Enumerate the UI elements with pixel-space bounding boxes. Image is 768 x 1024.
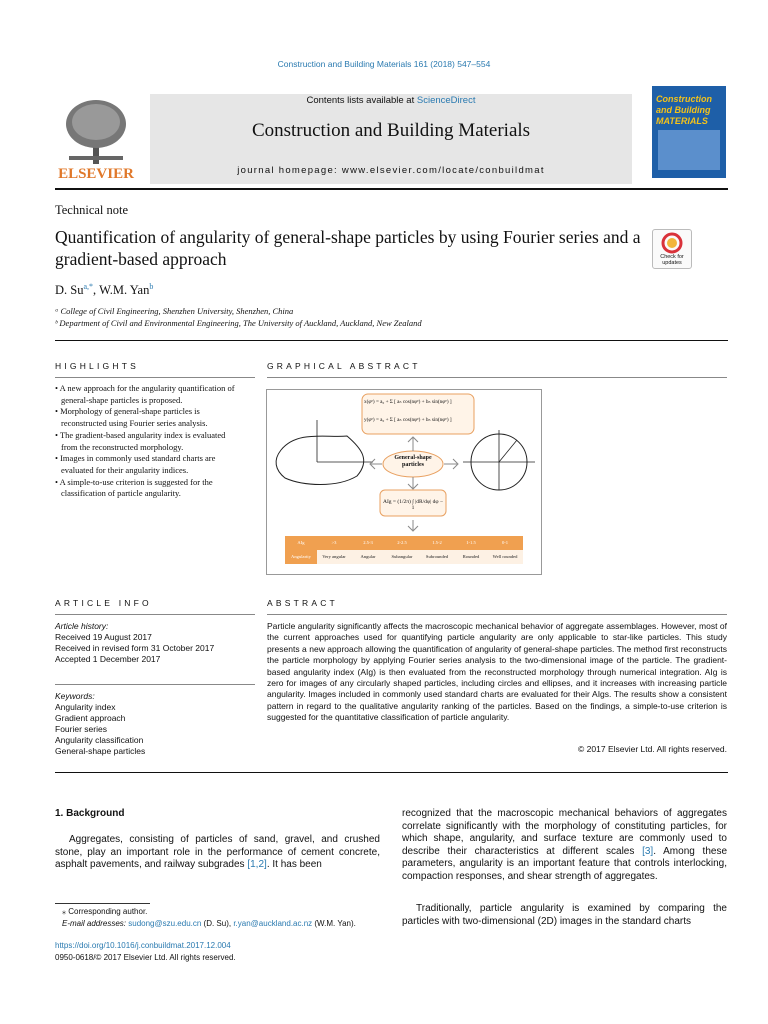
article-history	[55, 621, 214, 665]
history-item: Accepted 1 December 2017	[55, 654, 161, 664]
elsevier-logo	[55, 94, 137, 184]
email-link[interactable]: r.yan@auckland.ac.nz	[233, 919, 313, 928]
contents-line: Contents lists available at ScienceDirect	[306, 95, 476, 106]
author-name[interactable]: D. Su	[55, 283, 84, 298]
history-item: Received in revised form 31 October 2017	[55, 643, 215, 653]
table-cell: Rounded	[462, 554, 480, 559]
body-paragraph-right: recognized that the macroscopic mechanical behaviors of aggregates correlate significantly with the morphology of constituting particles, for which shape, angularity, and surface texture are commonly used to describe their characteristics at different scales [3]. Among these parameters, angularity is an important feature that controls interlocking, compaction responses, and shear strength of aggregates.	[402, 808, 728, 882]
issn-line: 0950-0618/© 2017 Elsevier Ltd. All rights reserved.	[55, 953, 236, 962]
equation-x: x(φᵖ) = a₀ + Σ [ aₙ cos(nφᵖ) + bₙ sin(nφᵖ) ]	[364, 399, 452, 405]
citation-ref[interactable]: [1,2]	[247, 859, 267, 870]
center-label: General-shape	[394, 455, 432, 461]
table-cell: AIg	[297, 540, 305, 545]
list-item: • Morphology of general-shape particles is reconstructed using Fourier series analysis.	[55, 406, 208, 429]
footnote-rule	[55, 903, 150, 904]
body-paragraph-right-2: Traditionally, particle angularity is examined by comparing the particles with two-dimensional (2D) images in the standard charts	[402, 903, 727, 927]
email-addresses: E-mail addresses: sudong@szu.edu.cn (D. Su), r.yan@auckland.ac.nz (W.M. Yan).	[62, 919, 356, 928]
keywords-label: Keywords:	[55, 691, 95, 701]
table-cell: Angularity	[291, 554, 311, 559]
article-title: Quantification of angularity of general-shape particles by using Fourier series and a gradient-based approach	[55, 227, 641, 269]
journal-citation-link[interactable]: Construction and Building Materials 161 (2018) 547–554	[277, 59, 491, 69]
article-type: Technical note	[55, 203, 129, 217]
abstract-heading: ABSTRACT	[267, 598, 338, 608]
table-cell: 2-2.5	[397, 540, 407, 545]
body-rule	[55, 772, 728, 773]
affiliation-a: ᵃ College of Civil Engineering, Shenzhen University, Shenzhen, China	[55, 306, 294, 316]
graphical-abstract-figure	[266, 389, 542, 575]
section-heading: 1. Background	[55, 808, 125, 819]
history-label: Article history:	[55, 621, 109, 631]
journal-homepage[interactable]: journal homepage: www.elsevier.com/locate/conbuildmat	[237, 165, 545, 176]
table-cell: Subangular	[391, 554, 413, 559]
table-cell: 2.5-3	[363, 540, 373, 545]
keyword: Fourier series	[55, 724, 107, 734]
highlights-heading: HIGHLIGHTS	[55, 361, 139, 371]
check-for-updates-button[interactable]	[652, 229, 692, 269]
list-item: • The gradient-based angularity index is evaluated from the reconstructed morphology.	[55, 429, 226, 452]
authors: D. $Su^{a,*}$, W.M. Yan$^b$	[55, 282, 154, 298]
journal-title: Construction and Building Materials	[251, 120, 531, 141]
author-name[interactable]: W.M. Yan	[99, 283, 150, 298]
table-cell: 1.5-2	[432, 540, 442, 545]
check-updates-label: Check for updates	[660, 254, 684, 266]
table-cell: 0-1	[501, 540, 509, 545]
history-rule	[55, 684, 255, 685]
affiliation-b: ᵇ Department of Civil and Environmental Engineering, The University of Auckland, Auckland, New Zealand	[55, 318, 422, 328]
check-updates-icon	[653, 230, 691, 254]
graphical-abstract-heading: GRAPHICAL ABSTRACT	[267, 361, 421, 371]
equation-y: y(φᵖ) = a₀ + Σ [ aₙ cos(nφᵖ) + bₙ sin(nφᵖ) ]	[364, 417, 452, 423]
table-cell: Very angular	[322, 554, 346, 559]
journal-cover	[652, 86, 726, 178]
equation-ai: AIg = (1/2π) ∫ |dR/dφ| dφ − 1	[383, 499, 443, 511]
keyword: Gradient approach	[55, 713, 126, 723]
keyword: General-shape particles	[55, 746, 146, 756]
publisher-name: ELSEVIER	[58, 166, 134, 182]
keyword: Angularity index	[55, 702, 116, 712]
corresponding-author-note: ⁎ Corresponding author.	[62, 907, 148, 916]
list-item: • Images in commonly used standard charts are evaluated for their angularity indices.	[55, 453, 216, 475]
abstract-text: Particle angularity significantly affects the macroscopic mechanical behavior of aggregate assemblages. However, most of the current approaches used for quantifying particle angularity are only applicable to star-like particles. This study presents a new approach allowing the quantification of angularity of general-shape particles. The method first reconstructs the particle morphology by applying Fourier series analysis to the two-dimensional image of the particle. The gradient-based angularity index (AIg) is then evaluated from the reconstructed morphology through numerical integration. AIg is zero for images of any circularly shaped particles, including circles and ellipses, and it increases with increasing particle angularity. Images included in commonly used standard charts are evaluated for their AIgs. The results show a consistent pattern in regard to the qualitative angularity ranking of the particles. Based on the findings, a simple-to-use criterion is suggested for the quantitative classification of particle angularity.	[267, 621, 727, 723]
center-label: particles	[402, 462, 424, 468]
list-item: • A simple-to-use criterion is suggested for the classification of particle angularity.	[55, 476, 213, 499]
email-link[interactable]: sudong@szu.edu.cn	[128, 919, 202, 928]
article-info-heading: ARTICLE INFO	[55, 598, 152, 608]
table-cell: Angular	[360, 554, 376, 559]
table-cell: Well rounded	[492, 554, 518, 559]
abstract-copyright: © 2017 Elsevier Ltd. All rights reserved.	[578, 744, 727, 754]
history-item: Received 19 August 2017	[55, 632, 152, 642]
author-affil-marker[interactable]: a,*	[83, 282, 94, 291]
list-item: • A new approach for the angularity quantification of general-shape particles is proposed.	[55, 383, 235, 405]
cover-title: Construction and Building MATERIALS	[656, 94, 712, 126]
graphical-abstract-rule	[267, 377, 727, 378]
keywords	[55, 691, 145, 757]
abstract-rule	[267, 614, 727, 615]
author-affil-marker[interactable]: b	[149, 282, 154, 291]
keyword: Angularity classification	[55, 735, 144, 745]
body-paragraph-left: Aggregates, consisting of particles of sand, gravel, and crushed stone, play an important role in the performance of cement concrete, asphalt pavements, and railway subgrades [1,2]. It has been	[55, 834, 380, 870]
highlights-rule	[55, 377, 255, 378]
sciencedirect-link[interactable]: ScienceDirect	[416, 95, 476, 106]
article-info-rule	[55, 614, 255, 615]
doi-link[interactable]: https://doi.org/10.1016/j.conbuildmat.2017.12.004	[55, 941, 231, 950]
table-cell: >3	[331, 540, 337, 545]
title-rule	[55, 340, 728, 341]
citation-ref[interactable]: [3]	[642, 845, 654, 857]
table-cell: Subrounded	[425, 554, 449, 559]
header-rule	[55, 188, 728, 190]
table-cell: 1-1.5	[466, 540, 476, 545]
highlights-list	[55, 383, 235, 500]
